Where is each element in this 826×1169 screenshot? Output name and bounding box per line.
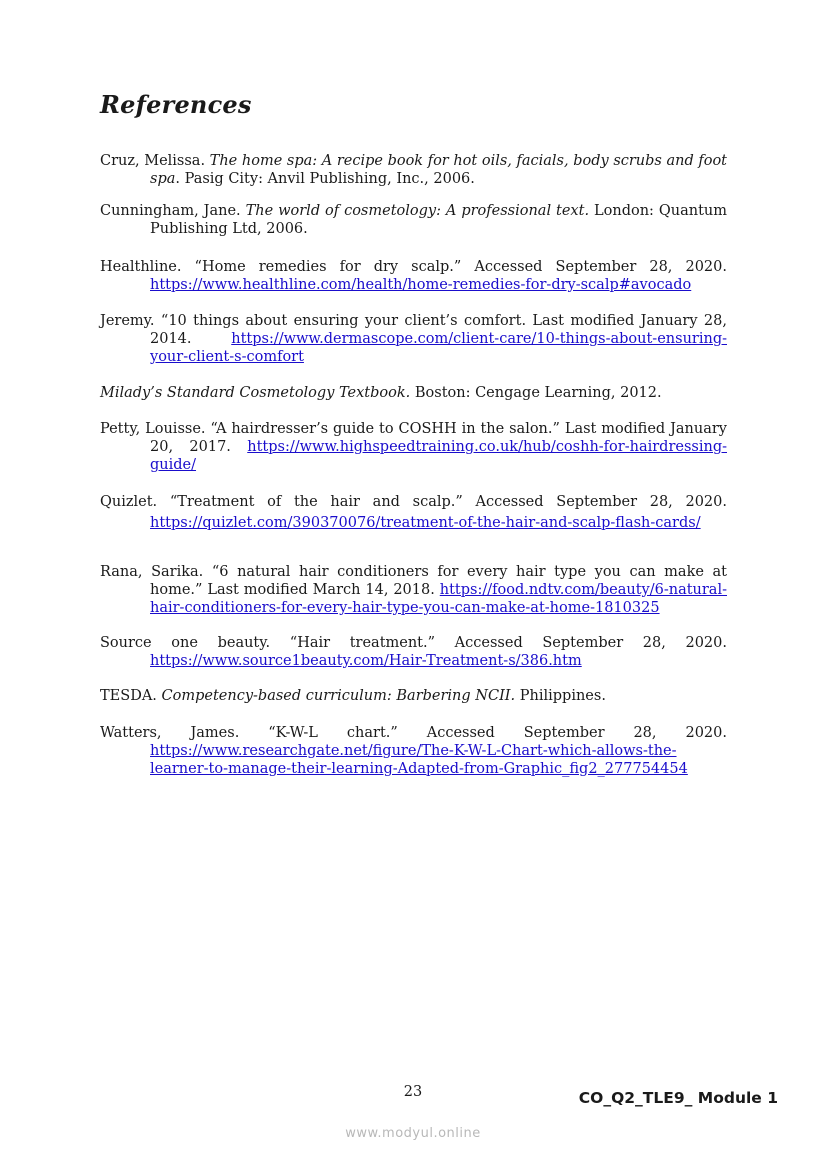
reference-text: Jeremy. “10 things about ensuring your client’s comfort. Last modified January 28, 2014. xyxy=(100,313,727,347)
reference-link[interactable]: https://www.highspeedtraining.co.uk/hub/coshh-for-hairdressing-guide/ xyxy=(150,439,727,473)
reference-title: The home spa: A recipe book for hot oils, facials, body scrubs and foot spa xyxy=(150,153,728,187)
reference-publication: Philippines. xyxy=(515,688,606,704)
reference-title: The world of cosmetology: A professional text. xyxy=(245,203,590,219)
reference-tesda xyxy=(100,687,727,705)
reference-text: Source one beauty. “Hair treatment.” Accessed September 28, 2020. xyxy=(100,635,727,651)
reference-watters xyxy=(100,724,727,778)
reference-link[interactable]: https://www.source1beauty.com/Hair-Treatment-s/386.htm xyxy=(150,653,582,669)
page-number: 23 xyxy=(403,1084,423,1100)
reference-publication: London: Quantum Publishing Ltd, 2006. xyxy=(150,203,727,237)
reference-link[interactable]: https://www.researchgate.net/figure/The-K-W-L-Chart-which-allows-the-learner-to-manage-their-learning-Adapted-from-Graphic_fig2_277754454 xyxy=(150,743,688,777)
watermark: www.modyul.online xyxy=(345,1126,481,1141)
reference-title: Milady’s Standard Cosmetology Textbook. xyxy=(100,385,411,401)
reference-author: Cunningham, Jane. xyxy=(100,203,246,219)
reference-cunningham xyxy=(100,202,727,238)
reference-link[interactable]: https://quizlet.com/390370076/treatment-of-the-hair-and-scalp-flash-cards/ xyxy=(150,514,701,531)
reference-title: Competency-based curriculum: Barbering NCII. xyxy=(161,688,516,704)
reference-cruz xyxy=(100,152,727,188)
reference-publication: . Pasig City: Anvil Publishing, Inc., 2006. xyxy=(175,171,475,187)
reference-jeremy xyxy=(100,312,727,366)
reference-author: TESDA. xyxy=(100,688,162,704)
reference-healthline xyxy=(100,258,727,294)
reference-link[interactable]: https://food.ndtv.com/beauty/6-natural-hair-conditioners-for-every-hair-type-you-can-make-at-home-1810325 xyxy=(150,582,727,616)
reference-text: Petty, Louisse. “A hairdresser’s guide to COSHH in the salon.” Last modified January 20, 2017. xyxy=(100,421,727,455)
reference-link[interactable]: https://www.healthline.com/health/home-remedies-for-dry-scalp#avocado xyxy=(150,277,692,293)
reference-text: Rana, Sarika. “6 natural hair conditioners for every hair type you can make at home.” Last modified March 14, 2018. xyxy=(100,564,727,598)
reference-text: Healthline. “Home remedies for dry scalp.” Accessed September 28, 2020. xyxy=(100,259,727,275)
reference-quizlet xyxy=(100,492,727,533)
reference-milady xyxy=(100,384,727,402)
reference-text: Watters, James. “K-W-L chart.” Accessed September 28, 2020. xyxy=(100,725,727,741)
page-title: References xyxy=(100,90,252,119)
reference-source-one-beauty xyxy=(100,634,727,670)
reference-author: Cruz, Melissa. xyxy=(100,153,210,169)
module-code: CO_Q2_TLE9_ Module 1 xyxy=(578,1089,778,1107)
reference-publication: Boston: Cengage Learning, 2012. xyxy=(410,385,662,401)
reference-text: Quizlet. “Treatment of the hair and scalp.” Accessed September 28, 2020. xyxy=(100,494,727,510)
reference-link[interactable]: https://www.dermascope.com/client-care/10-things-about-ensuring-your-client-s-comfort xyxy=(150,331,727,365)
reference-petty xyxy=(100,420,727,474)
reference-rana xyxy=(100,563,727,617)
